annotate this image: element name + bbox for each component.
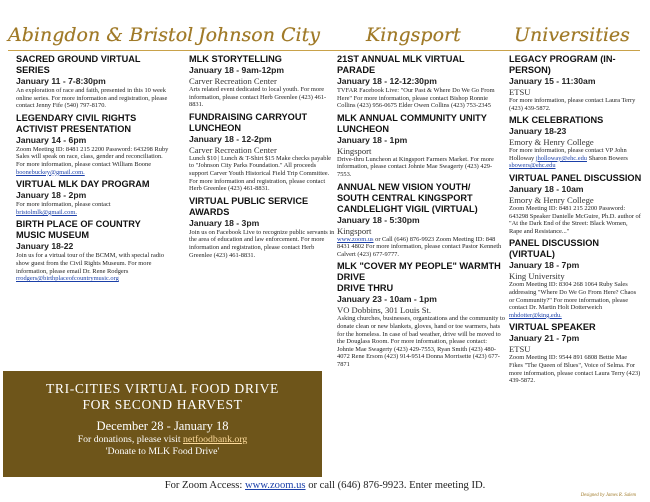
food-drive-donate-text: For donations, please visit	[77, 434, 181, 445]
event-title: VIRTUAL MLK DAY PROGRAM	[16, 179, 150, 190]
event-venue: Carver Recreation Center	[189, 76, 277, 86]
event-body: For more information, please contact Laura Terry (423) 439-5872.	[509, 97, 636, 112]
event-venue: ETSU	[509, 87, 531, 97]
event-venue: ETSU	[509, 344, 531, 355]
heading-kingsport: Kingsport	[366, 24, 461, 46]
event-title: VIRTUAL SPEAKER	[509, 322, 596, 333]
event-warmth-drive	[337, 261, 505, 368]
event-title: MLK CELEBRATIONS	[509, 115, 604, 126]
event-civil-rights-presentation	[16, 113, 171, 176]
footer-suffix: or call (646) 876-9923. Enter meeting ID.	[308, 480, 486, 491]
event-venue: King University	[509, 271, 565, 282]
event-date: January 11 - 7-8:30pm	[16, 76, 106, 86]
food-drive-dates: December 28 - January 18	[96, 419, 229, 433]
event-title: MLK "COVER MY PEOPLE" WARMTH DRIVE	[337, 261, 501, 283]
event-body: Asking churches, businesses, organizations and the community to donate clean or new blankets, gloves, hand or toe warmers, hats for the homeless. In case of bad weather, drive will be moved to the Douglass Room. For more information, please contact: Johnie Mae Swagerty (423) 429-7553, Ryan Smith (423) 480-4072 Rene Ersom (423) 914-9514 Donna Morrisette (423) 677-7871	[337, 315, 505, 368]
event-body: An exploration of race and faith, presented in this 10 week online series. For more information and registration, please contact Jenny Fife (540) 797-8170.	[16, 87, 168, 110]
event-title: ANNUAL NEW VISION YOUTH/ SOUTH CENTRAL KINGSPORT CANDLELIGHT VIGIL (VIRTUAL)	[337, 181, 478, 214]
event-venue: Carver Recreation Center	[189, 144, 277, 155]
event-title: 21ST ANNUAL MLK VIRTUAL PARADE	[337, 54, 465, 75]
event-date: January 14 - 6pm	[16, 134, 87, 145]
event-title: FUNDRAISING CARRYOUT LUNCHEON	[189, 111, 308, 133]
event-mlk-storytelling	[189, 54, 335, 109]
event-subtitle: DRIVE THRU	[337, 283, 394, 294]
event-body: TVFAR Facebook Live: "Our Past & Where Do We Go From Here" For more information, please contact Bishop Ronnie Collins (423) 956-0675 Elder Owen Collins (423) 753-2345	[337, 87, 495, 110]
column-universities	[509, 54, 642, 388]
heading-abingdon-bristol: Abingdon & Bristol	[8, 24, 194, 46]
event-date: January 18 - 5:30pm	[337, 214, 420, 225]
event-body: or Call (646) 876-9923 Zoom Meeting ID: 848 8431 4802 For more information, please contact Pastor Kenneth Calvert (423) 677-9777.	[337, 235, 502, 258]
food-drive-title-line2: FOR SECOND HARVEST	[82, 397, 243, 412]
event-body: Zoom Meeting ID: 8304 268 1064 Ruby Sales addressing "Where Do We Go From Here? Chaos or Community?" For more information, please contact Dr. Martin Holt Dotterweich	[509, 281, 637, 312]
event-date: January 18 - 7pm	[509, 260, 580, 271]
event-title: LEGACY PROGRAM (IN-PERSON)	[509, 54, 616, 75]
event-body: Join us for a virtual tour of the BCMM, with special radio show guest from the Civil Rights Museum. For more information, please email Dr. Rene Rodgers	[16, 252, 165, 275]
event-body: Join us on Facebook Live to recognize public servants in the area of education and law enforcement. For more information and registration, please contact Herb Greenlee (423) 461-8831.	[189, 228, 335, 259]
event-title: VIRTUAL PANEL DISCUSSION	[509, 172, 642, 183]
event-body: Lunch $10 | Lunch & T-Shirt $15 Make checks payable to "Johnson City Parks Foundation." All proceeds support Carver Youth Historical Field Trip Committee. For more information and registration, please contact Herb Greenlee (423) 461-8831.	[189, 154, 332, 193]
event-body-contact: Sharon Bowers	[588, 154, 628, 162]
food-drive-donate-link[interactable]: netfoodbank.org	[183, 434, 248, 445]
event-body: Zoom Meeting ID: 9544 891 6808 Bettie Mae Fikes "The Queen of Blues", Voice of Selma. For more information, please contact Laura Terry (423) 439-5872.	[509, 354, 641, 385]
footer-zoom-link[interactable]: www.zoom.us	[245, 480, 306, 491]
column-abingdon-bristol	[16, 54, 171, 286]
event-venue: Emory & Henry College	[509, 194, 594, 205]
event-title: MLK ANNUAL COMMUNITY UNITY LUNCHEON	[337, 112, 487, 134]
event-date: January 23 - 10am - 1pm	[337, 294, 437, 305]
event-date: January 18 - 12-2pm	[189, 133, 272, 144]
event-virtual-speaker	[509, 322, 642, 384]
event-body: Zoom Meeting ID: 8481 215 2200 Password: 643298 Ruby Sales will speak on race, class, gender and reconciliation. For more information, please contact William Boone	[16, 145, 169, 168]
event-date: January 18 - 1pm	[337, 134, 408, 145]
event-venue: Kingsport	[337, 225, 372, 236]
event-date: January 18-23	[509, 126, 567, 137]
event-body: Arts related event dedicated to local youth. For more information, please contact Herb Greenlee (423) 461-8831.	[189, 86, 327, 109]
event-date: January 18-22	[16, 241, 74, 252]
footer-prefix: For Zoom Access:	[164, 480, 243, 491]
event-date: January 18 - 3pm	[189, 217, 260, 228]
event-virtual-mlk-day	[16, 179, 171, 216]
event-venue: Emory & Henry College	[509, 137, 594, 148]
event-date: January 18 - 2pm	[16, 190, 87, 201]
heading-universities: Universities	[514, 24, 630, 46]
event-title: VIRTUAL PUBLIC SERVICE AWARDS	[189, 195, 309, 217]
event-public-service-awards	[189, 196, 335, 259]
heading-johnson-city: Johnson City	[198, 24, 320, 46]
event-mlk-celebrations	[509, 115, 642, 170]
event-venue: Kingsport	[337, 145, 372, 156]
heading-rule	[8, 50, 640, 51]
email-link[interactable]: rrodgers@birthplaceofcountrymusic.org	[16, 275, 119, 283]
column-kingsport	[337, 54, 505, 372]
food-drive-note: 'Donate to MLK Food Drive'	[105, 446, 220, 457]
event-date: January 15 - 11:30am	[509, 76, 596, 86]
email-link[interactable]: boonebuckey@gmail.com.	[16, 168, 85, 176]
footer	[0, 480, 650, 491]
event-carryout-luncheon	[189, 112, 335, 193]
event-title: BIRTH PLACE OF COUNTRY MUSIC MUSEUM	[16, 219, 141, 241]
event-body: Drive-thru Luncheon at Kingsport Farmers Market. For more information, please contact Johnie Mae Swagerty (423) 429-7553.	[337, 155, 494, 178]
event-title: SACRED GROUND VIRTUAL SERIES	[16, 54, 141, 75]
event-title: MLK STORYTELLING	[189, 54, 282, 64]
zoom-link[interactable]: www.zoom.us	[337, 235, 374, 243]
email-link[interactable]: sbowers@ehc.edu	[509, 162, 556, 170]
event-unity-luncheon	[337, 113, 505, 179]
email-link[interactable]: jholloway@ehc.edu	[535, 154, 587, 162]
event-sacred-ground	[16, 54, 171, 110]
event-virtual-panel	[509, 173, 642, 235]
event-date: January 21 - 7pm	[509, 333, 580, 344]
event-body: For more information, please contact VP John Holloway	[509, 147, 627, 162]
column-johnson-city	[189, 54, 335, 262]
event-venue: VO Dobbins, 301 Louis St.	[337, 305, 432, 316]
food-drive-title-line1: TRI-CITIES VIRTUAL FOOD DRIVE	[46, 381, 279, 396]
event-candlelight-vigil	[337, 182, 505, 259]
event-legacy-program	[509, 54, 642, 112]
event-date: January 18 - 10am	[509, 183, 584, 194]
event-title: PANEL DISCUSSION (VIRTUAL)	[509, 238, 600, 260]
event-date: January 18 - 12-12:30pm	[337, 76, 437, 86]
food-drive-box	[3, 371, 322, 477]
event-body: For more information, please contact	[16, 201, 111, 209]
event-country-music-museum	[16, 219, 171, 282]
event-panel-discussion	[509, 238, 642, 319]
email-link[interactable]: bristolmlk@gmail.com.	[16, 208, 77, 216]
designer-credit: Designed by James R. Salem	[580, 493, 636, 498]
email-link[interactable]: mhdotter@king.edu.	[509, 311, 562, 319]
event-body: Zoom Meeting ID: 8481 215 2200 Password: 643298 Speaker Danielle McGuire, Ph.D. author of "At the Dark End of the Street: Black Women, Rape and Resistance..."	[509, 204, 641, 235]
event-virtual-parade	[337, 54, 505, 110]
event-title: LEGENDARY CIVIL RIGHTS ACTIVIST PRESENTATION	[16, 112, 137, 134]
event-date: January 18 - 9am-12pm	[189, 65, 285, 75]
